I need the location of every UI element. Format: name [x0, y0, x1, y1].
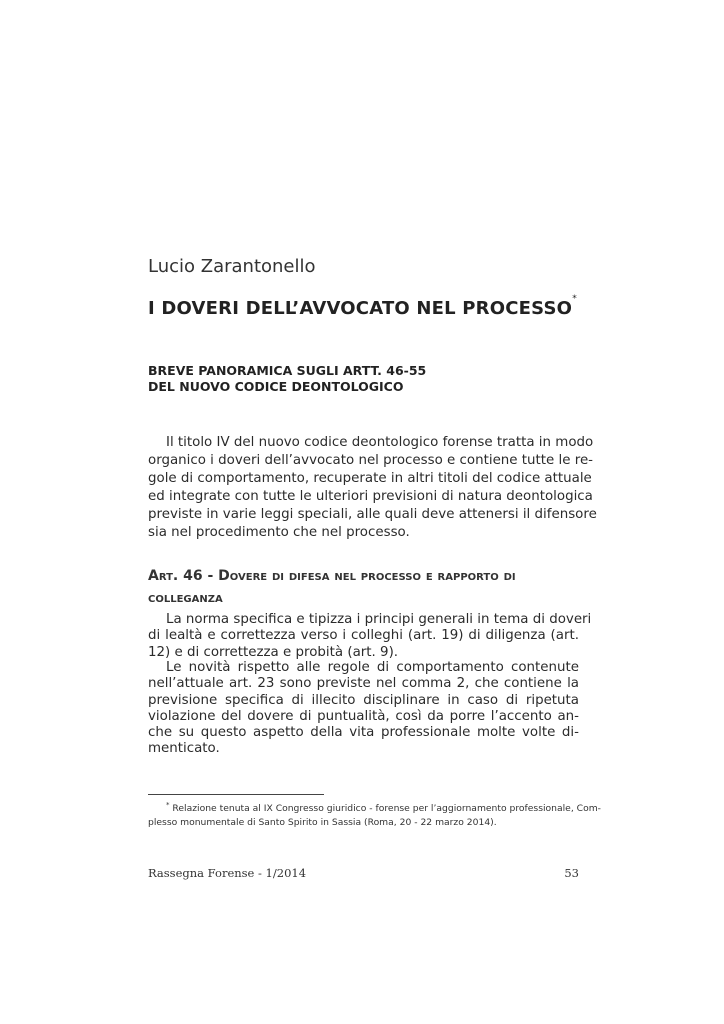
- text-line: previsione specifica di illecito disciplinare in caso di ripetuta: [148, 692, 579, 708]
- text-line: Il titolo IV del nuovo codice deontologico forense tratta in modo: [166, 435, 594, 450]
- footnote-marker-ref: *: [166, 801, 170, 809]
- subtitle-line-1: BREVE PANORAMICA SUGLI ARTT. 46-55: [148, 363, 427, 378]
- author-name: Lucio Zarantonello: [148, 256, 316, 277]
- footnote: [148, 798, 601, 830]
- journal-name: Rassegna Forense - 1/2014: [148, 866, 307, 880]
- article-title-text: I DOVERI DELL’AVVOCATO NEL PROCESSO: [148, 298, 573, 319]
- section-heading-line-1: Art. 46 - Dovere di difesa nel processo e rapporto di: [148, 568, 516, 584]
- footnote-text-1: Relazione tenuta al IX Congresso giuridico - forense per l’aggiornamento professionale, Com-: [172, 803, 601, 815]
- text-line: sia nel procedimento che nel processo.: [148, 525, 410, 540]
- text-line: ed integrate con tutte le ulteriori previsioni di natura deontologica: [148, 489, 593, 504]
- article-subtitle: [148, 363, 426, 395]
- text-line: Le novità rispetto alle regole di comportamento contenute: [166, 660, 579, 675]
- text-line: gole di comportamento, recuperate in altri titoli del codice attuale: [148, 471, 592, 486]
- text-line: nell’attuale art. 23 sono previste nel comma 2, che contiene la: [148, 676, 579, 692]
- section-heading: [148, 565, 516, 609]
- text-line: organico i doveri dell’avvocato nel processo e contiene tutte le re-: [148, 453, 594, 468]
- page-number: 53: [564, 866, 579, 880]
- section-heading-line-2: colleganza: [148, 590, 223, 606]
- text-line: di lealtà e correttezza verso i colleghi (art. 19) di diligenza (art.: [148, 628, 579, 644]
- article-title: [148, 294, 577, 319]
- footnote-divider: [148, 794, 324, 795]
- footnote-marker[interactable]: *: [572, 294, 577, 304]
- footnote-line-1: [148, 798, 601, 816]
- footnote-line-2: plesso monumentale di Santo Spirito in Sassia (Roma, 20 - 22 marzo 2014).: [148, 817, 497, 829]
- paragraph-art46-1: [148, 612, 592, 661]
- text-line: 12) e di correttezza e probità (art. 9).: [148, 644, 399, 660]
- text-line: che su questo aspetto della vita professionale molte volte di-: [148, 725, 579, 741]
- text-line: menticato.: [148, 741, 220, 757]
- text-line: previste in varie leggi speciali, alle quali deve attenersi il difensore: [148, 507, 597, 522]
- subtitle-line-2: DEL NUOVO CODICE DEONTOLOGICO: [148, 379, 404, 394]
- intro-paragraph: [148, 434, 597, 542]
- paragraph-art46-2: [148, 660, 579, 758]
- text-line: violazione del dovere di puntualità, così da porre l’accento an-: [148, 708, 579, 724]
- text-line: La norma specifica e tipizza i principi generali in tema di doveri: [166, 612, 592, 627]
